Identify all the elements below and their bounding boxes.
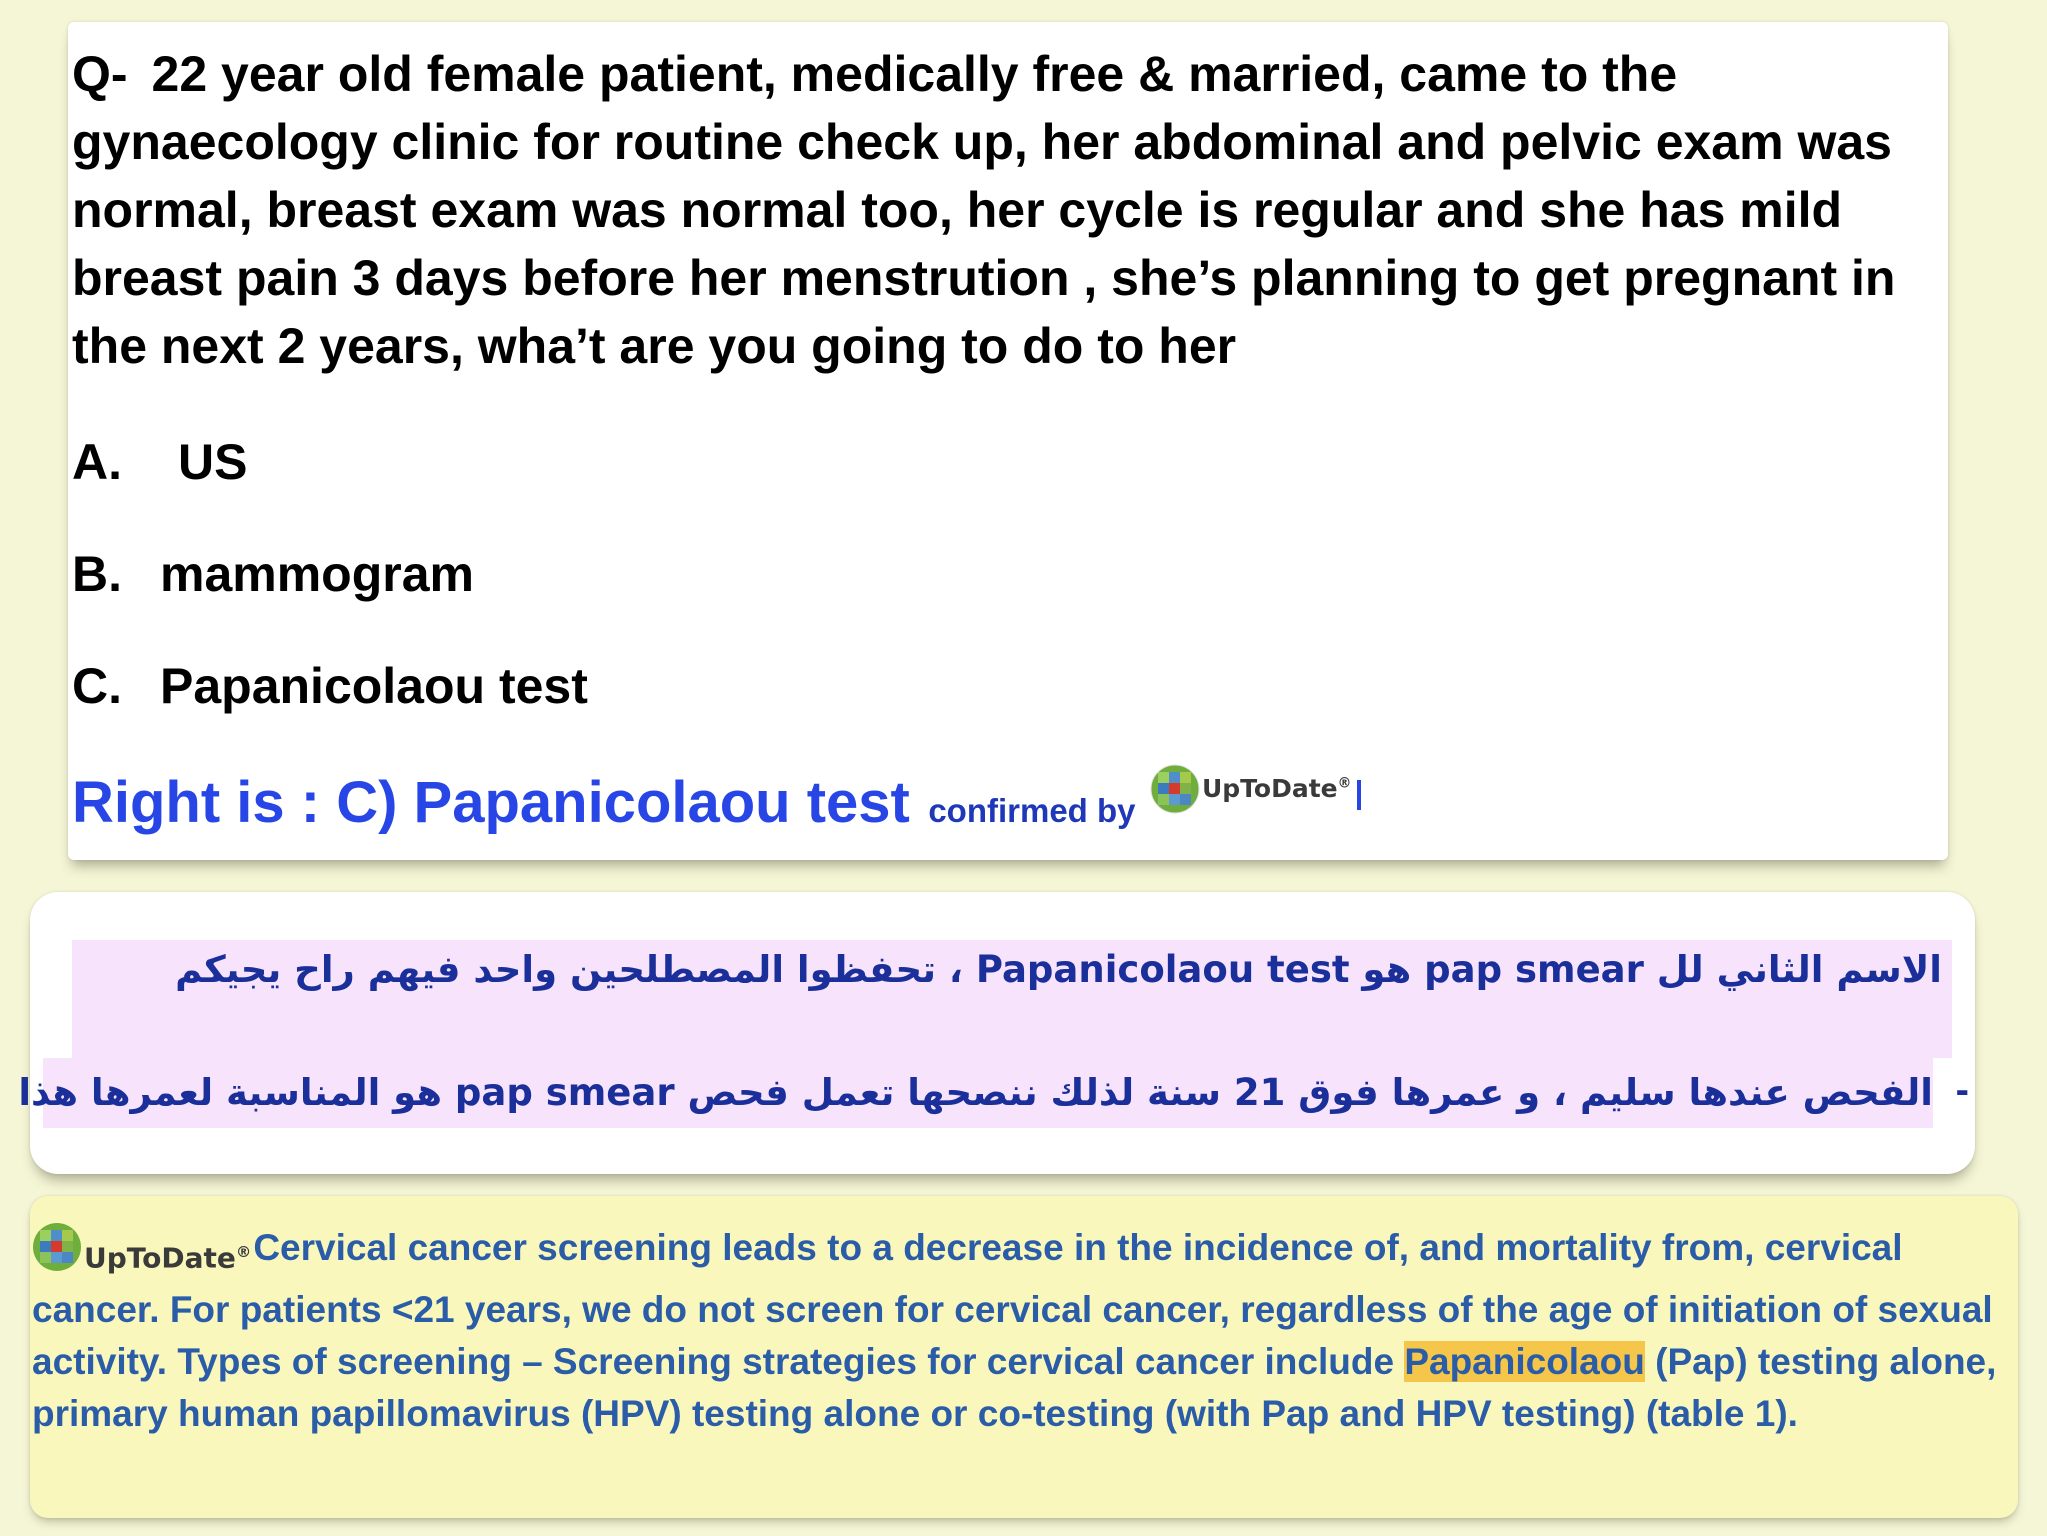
uptodate-globe-icon — [32, 1222, 82, 1272]
excerpt-body-start: Cervical cancer screening leads to a decrease in the incidence of, and mortality from, cervical cancer. For patients <21 years, we do not screen for cervical cancer, regardless of the age of initiation of sexual activity. Types of screening – Screening strategies for cervical cancer include — [32, 1227, 1993, 1383]
arabic-note-line-1: الاسم الثاني لل pap smear هو Papanicolaou test ، تحفظوا المصطلحين واحد فيهم راح يجيكم — [72, 940, 1952, 1058]
option-label: mammogram — [160, 546, 474, 602]
option-letter: A. — [72, 434, 122, 490]
option-label: US — [178, 434, 248, 490]
answer-text: Right is : C) Papanicolaou test — [72, 770, 910, 835]
option-label: Papanicolaou test — [160, 658, 588, 714]
option-letter: C. — [72, 658, 122, 714]
option-letter: B. — [72, 546, 122, 602]
option-b — [72, 544, 474, 604]
excerpt-body-end: (Pap) testing alone, primary human papillomavirus (HPV) testing alone or co-testing (with Pap and HPV testing) (table 1). — [32, 1341, 1997, 1435]
option-a — [72, 432, 247, 492]
arabic-notes-card — [18, 892, 1975, 1174]
question-text — [72, 40, 1942, 380]
uptodate-excerpt-card — [30, 1196, 2018, 1518]
uptodate-logo: UpToDate® — [1150, 764, 1361, 814]
uptodate-logo: UpToDate® — [32, 1222, 251, 1284]
question-prefix: Q- — [72, 46, 128, 102]
excerpt-text — [32, 1222, 2012, 1440]
arabic-note-line-2: الفحص عندها سليم ، و عمرها فوق 21 سنة لذلك ننصحها تعمل فحص pap smear هو المناسبة لعمرها هذا — [43, 1058, 1933, 1128]
question-body: 22 year old female patient, medically free & married, came to the gynaecology clinic for routine check up, her abdominal and pelvic exam was normal, breast exam was normal too, her cycle is regular and she has mild breast pain 3 days before her menstrution , she’s planning to get pregnant in the next 2 years, wha’t are you going to do to her — [72, 46, 1896, 374]
uptodate-wordmark: UpToDate — [84, 1241, 236, 1275]
answer-line — [72, 768, 1361, 838]
option-c — [72, 656, 588, 716]
question-card — [68, 22, 1948, 860]
uptodate-wordmark: UpToDate — [1201, 774, 1338, 803]
uptodate-globe-icon — [1150, 764, 1200, 814]
bullet-dash: - — [1955, 1068, 1969, 1112]
highlighted-term: Papanicolaou — [1404, 1341, 1645, 1383]
confirmed-by-text: confirmed by — [928, 792, 1136, 829]
